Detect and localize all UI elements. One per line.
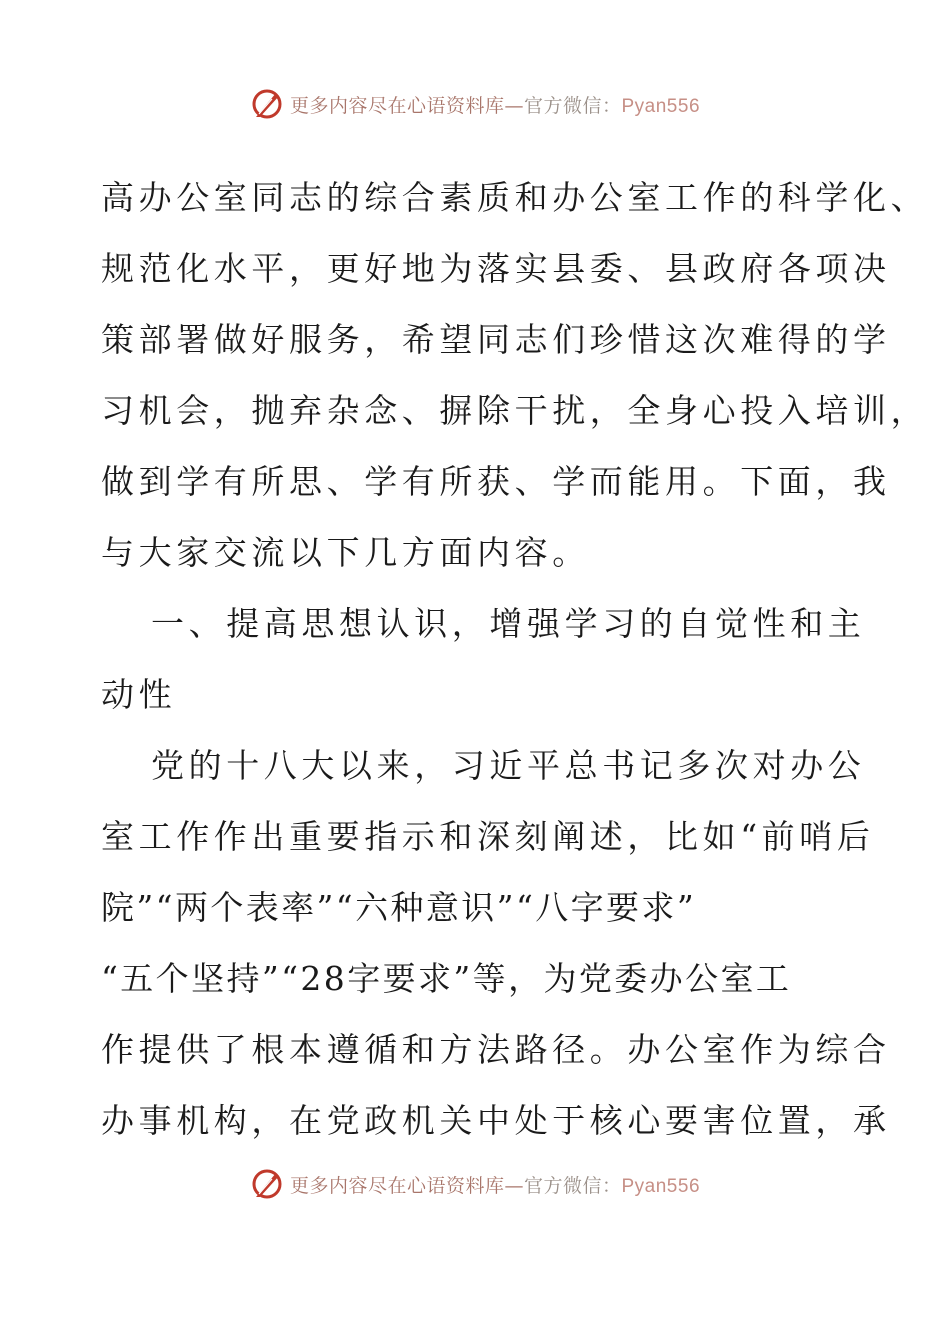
header-separator: — xyxy=(504,94,524,117)
body-line-4: 习机会，抛弃杂念、摒除干扰，全身心投入培训， xyxy=(101,391,929,430)
footer-wechat-id: Pyan556 xyxy=(621,1175,701,1197)
document-body xyxy=(101,162,929,1156)
body-line-6: 与大家交流以下几方面内容。 xyxy=(101,533,590,572)
body-line-5: 做到学有所思、学有所获、学而能用。下面，我 xyxy=(101,462,891,501)
header-brand-text: 更多内容尽在心语资料库 xyxy=(289,94,505,117)
quill-logo-icon xyxy=(250,1167,284,1201)
footer-banner-text xyxy=(290,1171,700,1198)
header-wechat-label: 官方微信： xyxy=(523,94,622,117)
body-line-12: “五个坚持”“28字要求”等，为党委办公室工 xyxy=(101,959,792,998)
body-line-14: 办事机构，在党政机关中处于核心要害位置，承 xyxy=(101,1101,891,1140)
body-line-2: 规范化水平，更好地为落实县委、县政府各项决 xyxy=(101,249,891,288)
section-heading-1-cont: 动性 xyxy=(101,675,177,714)
quill-logo-icon xyxy=(250,87,284,121)
body-line-1: 高办公室同志的综合素质和办公室工作的科学化、 xyxy=(101,178,929,217)
body-line-11: 院”“两个表率”“六种意识”“八字要求” xyxy=(101,888,697,927)
section-heading-1: 一、提高思想认识，增强学习的自觉性和主 xyxy=(151,604,866,643)
footer-banner xyxy=(0,1162,950,1206)
header-banner xyxy=(0,82,950,126)
body-line-9: 党的十八大以来，习近平总书记多次对办公 xyxy=(151,746,866,785)
footer-brand-text: 更多内容尽在心语资料库 xyxy=(289,1174,505,1197)
header-banner-text xyxy=(290,91,700,118)
body-line-10: 室工作作出重要指示和深刻阐述，比如“前哨后 xyxy=(101,817,875,856)
header-wechat-id: Pyan556 xyxy=(621,95,701,117)
body-line-13: 作提供了根本遵循和方法路径。办公室作为综合 xyxy=(101,1030,891,1069)
footer-wechat-label: 官方微信： xyxy=(523,1174,622,1197)
footer-separator: — xyxy=(504,1174,524,1197)
body-line-3: 策部署做好服务，希望同志们珍惜这次难得的学 xyxy=(101,320,891,359)
